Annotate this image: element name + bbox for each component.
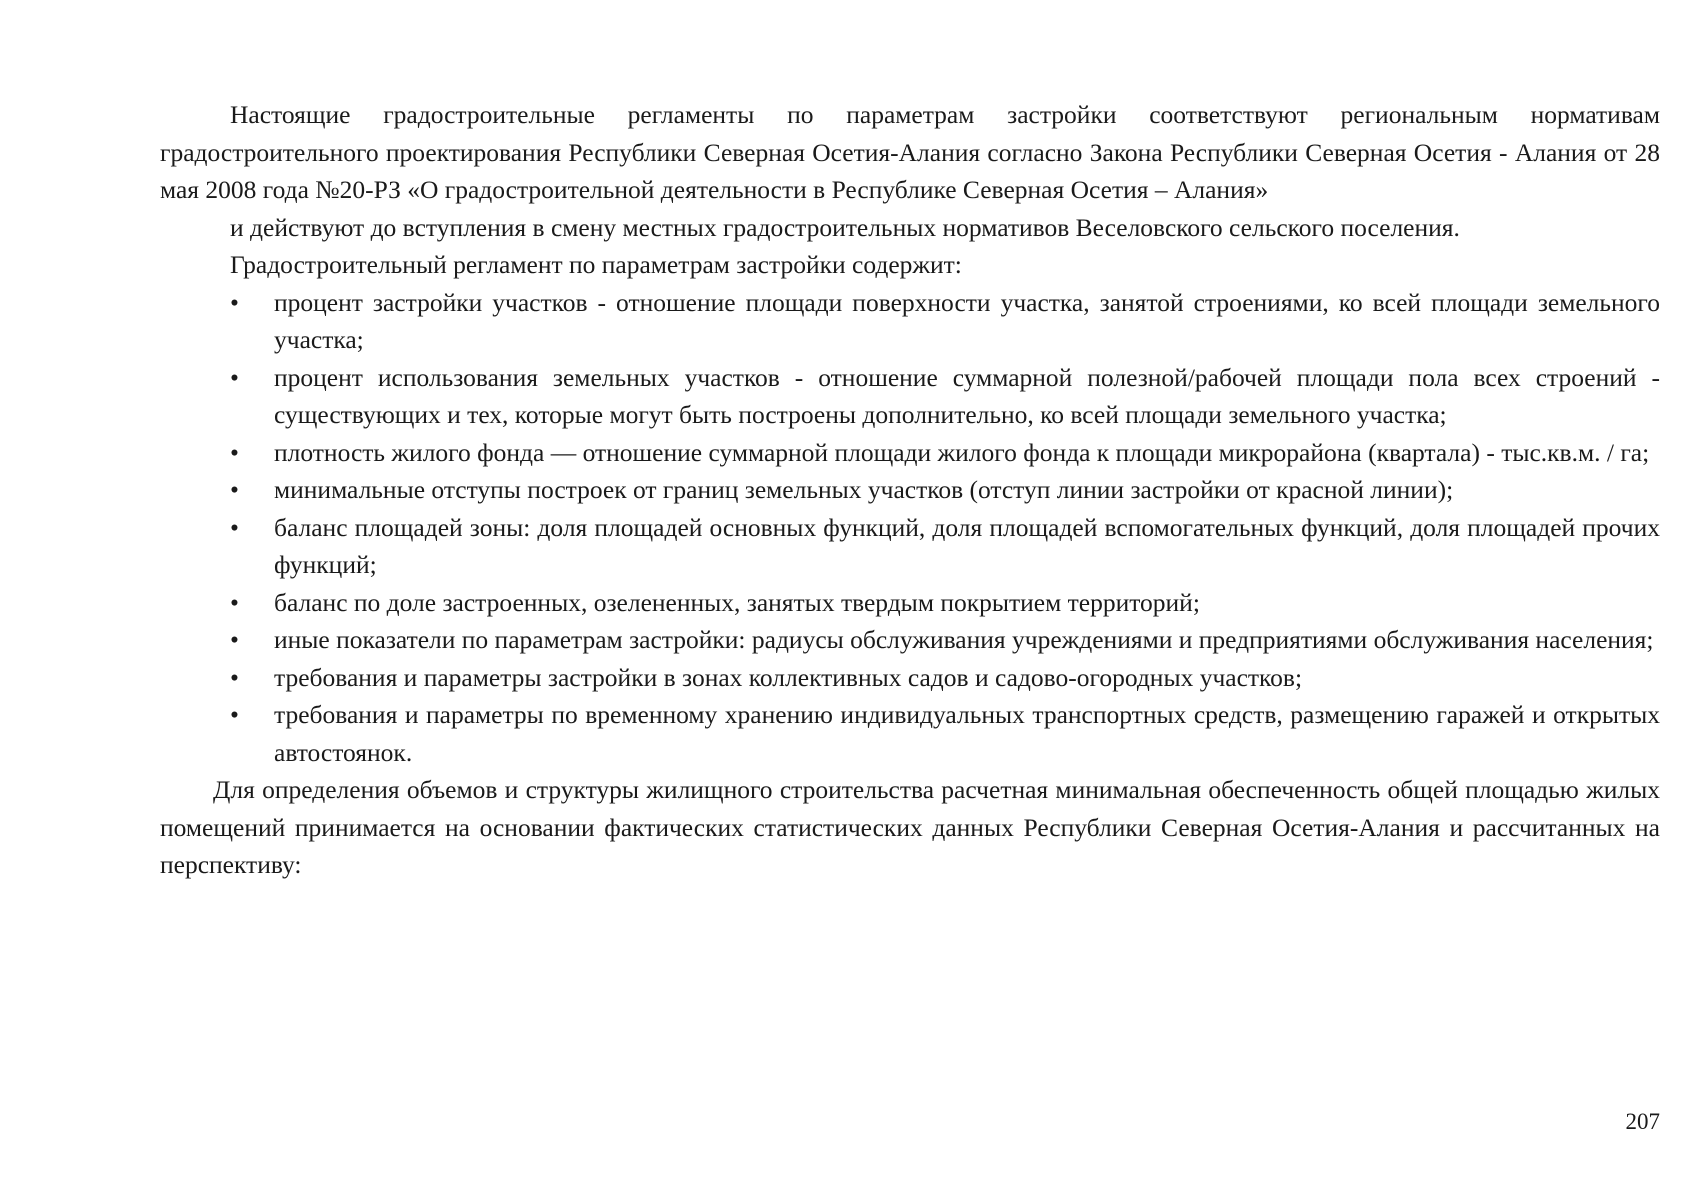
list-item [160,584,1660,622]
bullet-icon: • [230,587,239,617]
list-item [160,509,1660,584]
parameters-list [160,284,1660,772]
bullet-icon: • [230,700,239,729]
list-item-text: процент застройки участков - отношение площади поверхности участка, занятой строениями, ко всей площади земельного участка; [274,287,1660,354]
paragraph-housing-provision: Для определения объемов и структуры жилищного строительства расчетная минимальная обеспеченность общей площадью жилых помещений принимается на основании фактических статистических данных Республики Северная Осетия-Алания и рассчитанных на перспективу: [160,775,1660,879]
document-page [160,96,1660,884]
list-item-text: минимальные отступы построек от границ земельных участков (отступ линии застройки от красной линии); [274,475,1454,504]
list-item [160,359,1660,434]
page-number: 207 [1625,1109,1660,1134]
bullet-icon: • [230,362,239,392]
list-item [160,659,1660,697]
list-item-text: плотность жилого фонда — отношение суммарной площади жилого фонда к площади микрорайона (квартала) - тыс.кв.м. / га; [274,437,1650,467]
list-item [160,696,1660,771]
list-item-text: требования и параметры по временному хранению индивидуальных транспортных средств, размещению гаражей и открытых автостоянок. [274,700,1660,767]
list-item [160,284,1660,359]
bullet-icon: • [230,625,239,654]
bullet-icon: • [230,437,239,467]
list-item-text: баланс по доле застроенных, озелененных, занятых твердым покрытием территорий; [274,587,1200,617]
list-item [160,621,1660,659]
paragraph-regulations-intro: Настоящие градостроительные регламенты по параметрам застройки соответствуют региональным нормативам градостроительного проектирования Республики Северная Осетия-Алания согласно Закона Республики Северная Осетия - Алания от 28 мая 2008 года №20-РЗ «О градостроительной деятельности в Республике Северная Осетия – Алания» [160,100,1660,204]
list-item-text: баланс площадей зоны: доля площадей основных функций, доля площадей вспомогательных функций, доля площадей прочих функций; [274,512,1660,579]
paragraph-list-intro: Градостроительный регламент по параметрам застройки содержит: [230,250,962,279]
list-item-text: требования и параметры застройки в зонах коллективных садов и садово-огородных участков; [274,662,1303,692]
list-item-text: иные показатели по параметрам застройки: радиусы обслуживания учреждениями и предприятиями обслуживания населения; [274,625,1654,654]
paragraph-validity: и действуют до вступления в смену местных градостроительных нормативов Веселовского сельского поселения. [230,212,1460,242]
bullet-icon: • [230,287,239,317]
bullet-icon: • [230,512,239,542]
list-item [160,434,1660,472]
bullet-icon: • [230,662,239,692]
list-item-text: процент использования земельных участков - отношение суммарной полезной/рабочей площади пола всех строений - существующих и тех, которые могут быть построены дополнительно, ко всей площади земельного участка; [274,362,1660,429]
bullet-icon: • [230,475,239,504]
list-item [160,471,1660,509]
